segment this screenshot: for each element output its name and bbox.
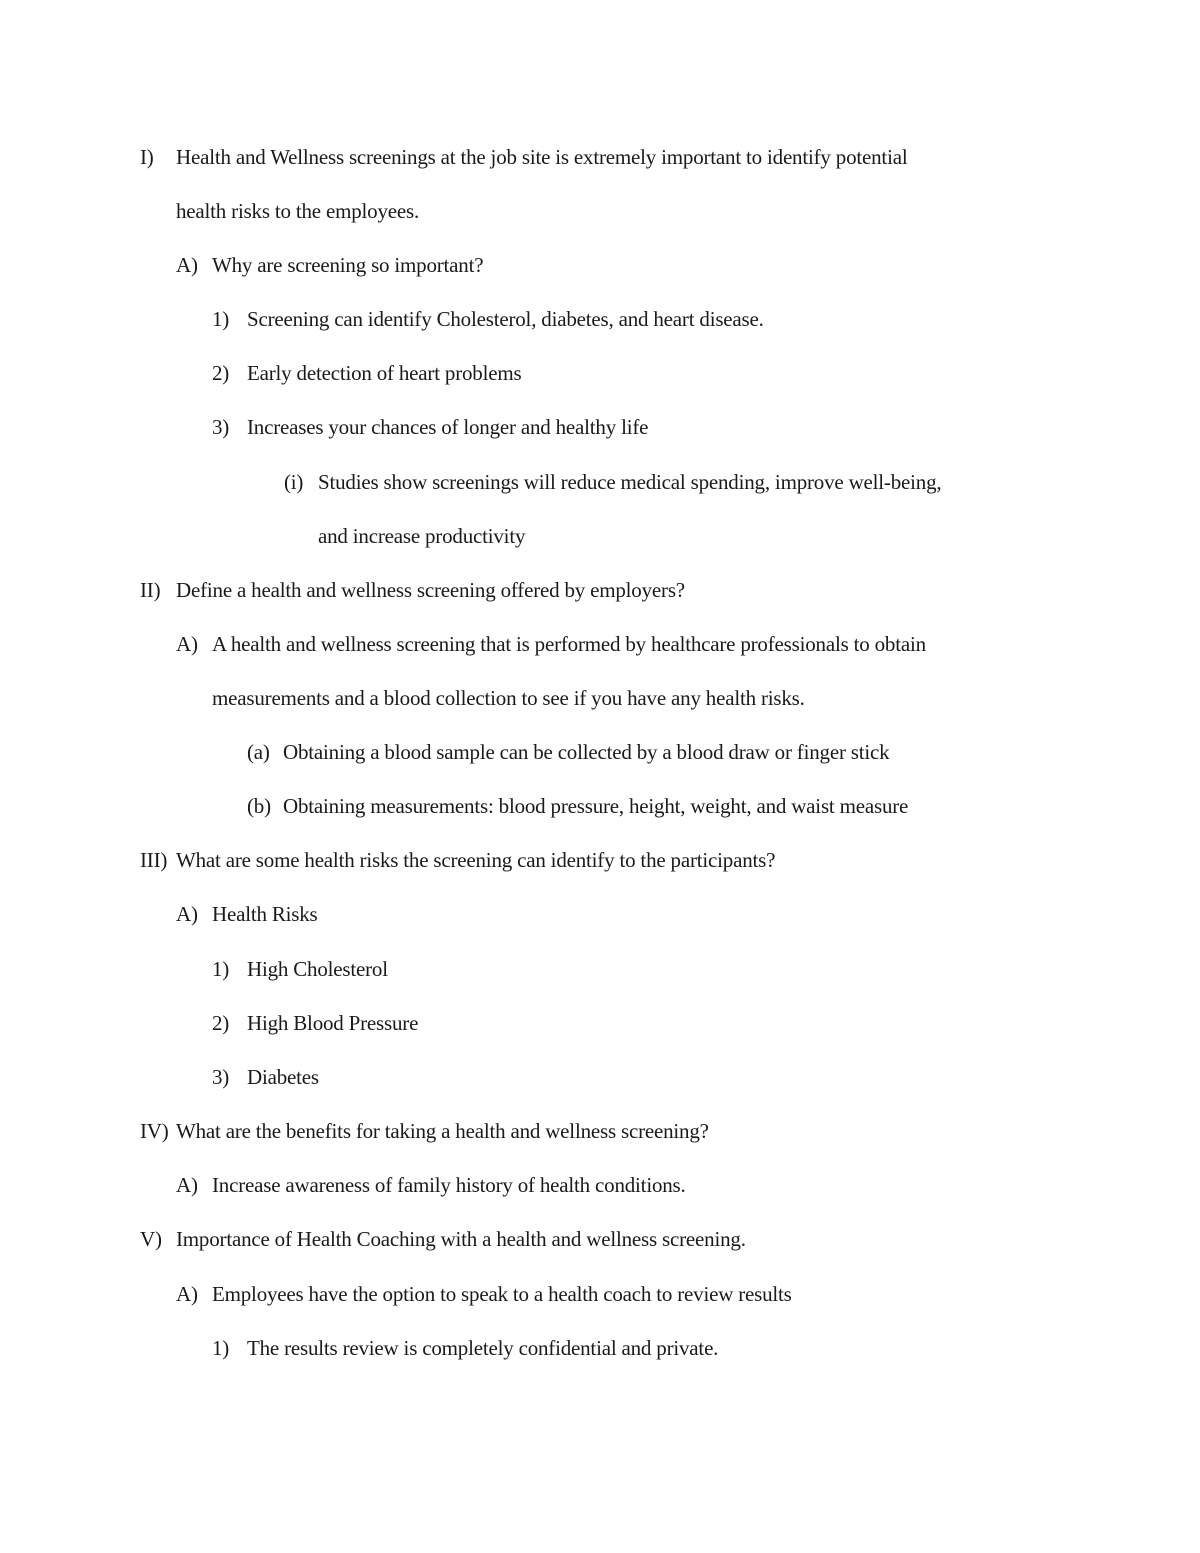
section-3-text: What are some health risks the screening can identify to the participants?	[176, 848, 776, 872]
section-2-a-text-cont: measurements and a blood collection to see if you have any health risks.	[212, 686, 805, 710]
section-1-a-subitem-marker: (i)	[284, 470, 304, 494]
section-1-a-item-text: Early detection of heart problems	[247, 361, 522, 385]
section-2-marker: II)	[140, 578, 161, 602]
section-3-a-item-marker: 3)	[212, 1065, 230, 1089]
section-5-a-item-text: The results review is completely confidential and private.	[247, 1336, 719, 1360]
section-1-a-subitem-text: Studies show screenings will reduce medical spending, improve well-being,	[318, 470, 942, 494]
section-4-a-marker: A)	[176, 1173, 198, 1197]
section-3-a-text: Health Risks	[212, 902, 318, 926]
section-2-a-item-text: Obtaining measurements: blood pressure, height, weight, and waist measure	[283, 794, 909, 818]
section-1-text: Health and Wellness screenings at the job site is extremely important to identify potential	[176, 145, 908, 169]
section-5-a-item-marker: 1)	[212, 1336, 230, 1360]
section-1-a-item-marker: 2)	[212, 361, 230, 385]
section-2-a-text: A health and wellness screening that is performed by healthcare professionals to obtain	[212, 632, 926, 656]
section-2-a-item-marker: (a)	[247, 740, 270, 764]
section-1-a-marker: A)	[176, 253, 198, 277]
section-4-marker: IV)	[140, 1119, 169, 1143]
section-2-a-item-text: Obtaining a blood sample can be collected by a blood draw or finger stick	[283, 740, 890, 764]
section-2-text: Define a health and wellness screening offered by employers?	[176, 578, 685, 602]
section-1-a-item-text: Increases your chances of longer and healthy life	[247, 415, 649, 439]
section-1-a-item-marker: 3)	[212, 415, 230, 439]
section-5-a-marker: A)	[176, 1282, 198, 1306]
section-5-text: Importance of Health Coaching with a health and wellness screening.	[176, 1227, 746, 1251]
section-5-marker: V)	[140, 1227, 162, 1251]
section-1-marker: I)	[140, 145, 154, 169]
section-3-a-item-text: Diabetes	[247, 1065, 319, 1089]
section-1-a-text: Why are screening so important?	[212, 253, 484, 277]
section-2-a-marker: A)	[176, 632, 198, 656]
section-1-a-subitem-text-cont: and increase productivity	[318, 524, 526, 548]
section-1-text-cont: health risks to the employees.	[176, 199, 420, 223]
section-3-a-marker: A)	[176, 902, 198, 926]
section-3-a-item-text: High Cholesterol	[247, 957, 388, 981]
section-5-a-text: Employees have the option to speak to a health coach to review results	[212, 1282, 792, 1306]
section-3-a-item-marker: 1)	[212, 957, 230, 981]
section-4-a-text: Increase awareness of family history of health conditions.	[212, 1173, 686, 1197]
section-1-a-item-marker: 1)	[212, 307, 230, 331]
section-4-text: What are the benefits for taking a health and wellness screening?	[176, 1119, 709, 1143]
section-1-a-item-text: Screening can identify Cholesterol, diabetes, and heart disease.	[247, 307, 764, 331]
section-3-a-item-text: High Blood Pressure	[247, 1011, 419, 1035]
section-3-marker: III)	[140, 848, 168, 872]
section-3-a-item-marker: 2)	[212, 1011, 230, 1035]
section-2-a-item-marker: (b)	[247, 794, 271, 818]
